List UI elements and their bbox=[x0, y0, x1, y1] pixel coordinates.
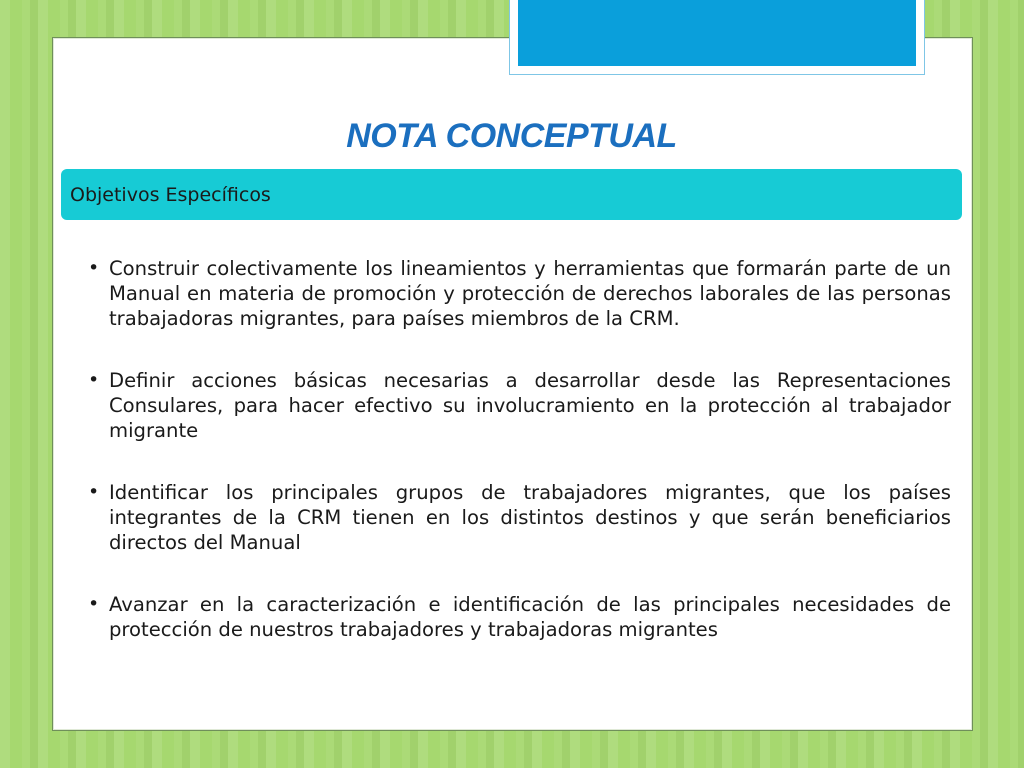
section-banner bbox=[61, 169, 962, 220]
section-heading: Objetivos Específicos bbox=[70, 183, 271, 206]
top-decorative-tab bbox=[518, 0, 916, 66]
bullet-text: Construir colectivamente los lineamientos y herramientas que formarán parte de un Manual en materia de promoción y protección de derechos laborales de las personas trabajadoras migrantes, para países miembros de la CRM. bbox=[109, 257, 951, 330]
list-item bbox=[88, 592, 951, 642]
bullet-text: Definir acciones básicas necesarias a desarrollar desde las Representaciones Consulares, para hacer efectivo su involucramiento en la protección al trabajador migrante bbox=[109, 369, 951, 442]
slide-title: NOTA CONCEPTUAL bbox=[346, 117, 677, 155]
bullet-icon: • bbox=[88, 257, 100, 279]
bullet-icon: • bbox=[88, 369, 100, 391]
bullet-text: Avanzar en la caracterización e identificación de las principales necesidades de protección de nuestros trabajadores y trabajadoras migrantes bbox=[109, 593, 951, 641]
bullet-icon: • bbox=[88, 481, 100, 503]
bullet-text: Identificar los principales grupos de trabajadores migrantes, que los países integrantes de la CRM tienen en los distintos destinos y que serán beneficiarios directos del Manual bbox=[109, 481, 951, 554]
objectives-list bbox=[88, 256, 951, 679]
list-item bbox=[88, 256, 951, 331]
list-item bbox=[88, 368, 951, 443]
list-item bbox=[88, 480, 951, 555]
bullet-icon: • bbox=[88, 593, 100, 615]
